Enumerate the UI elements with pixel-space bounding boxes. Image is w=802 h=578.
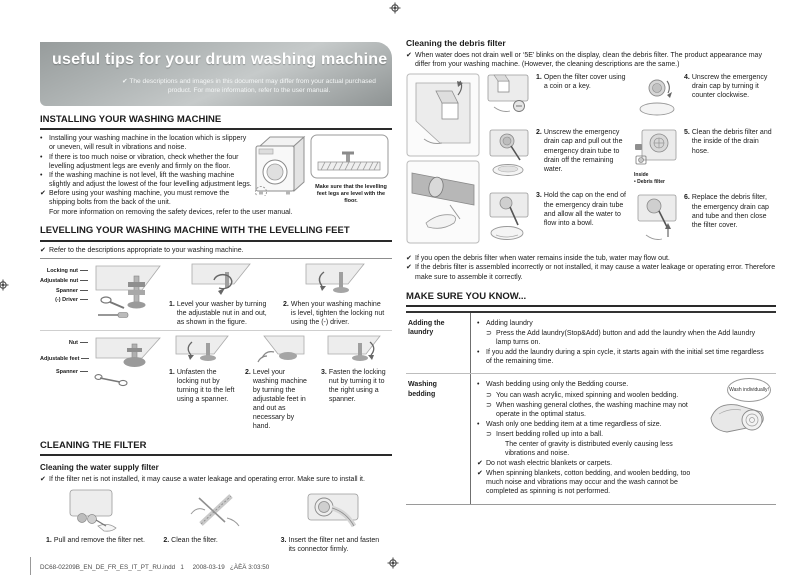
line-text: You can wash acrylic, mixed spinning and woolen bedding. bbox=[496, 391, 679, 399]
bullet-marker: • bbox=[477, 381, 480, 389]
levelling-step bbox=[164, 262, 278, 327]
section-make-sure bbox=[406, 291, 776, 505]
line-text: When spinning blankets, cotton bedding, and woolen bedding, too much noise and vibrations may occur and the wash cannot be completed as spinning is not performed. bbox=[486, 470, 691, 496]
levelling-step bbox=[278, 262, 392, 327]
row-content bbox=[471, 374, 776, 503]
line-text: Insert bedding rolled up into a ball. bbox=[496, 430, 604, 438]
debris-step bbox=[634, 128, 776, 185]
note-text: If the debris filter is assembled incorrectly or not installed, it may cause a water leakage or operating error. Therefore make sure to assemble it correctly. bbox=[415, 264, 776, 281]
row-label: Washing bedding bbox=[406, 374, 471, 503]
step-text: Unscrew the emergency drain cap by turning it counter clockwise. bbox=[691, 74, 768, 100]
line-text: The center of gravity is distributed evenly causing less vibrations and noise. bbox=[505, 440, 673, 458]
line-text: Wash only one bedding item at a time regardless of size. bbox=[486, 420, 662, 428]
water-into-bowl-illustration bbox=[486, 191, 532, 243]
speech-bubble: Wash individually! bbox=[727, 378, 771, 402]
step-number: 5. bbox=[684, 129, 690, 137]
note-text: When water does not drain well or ‘5E’ blinks on the display, clean the debris filter. The product appearance may differ from your washing machine. (However, the cleaning descriptions are the same.) bbox=[415, 52, 762, 69]
check-marker: ✔ bbox=[40, 246, 46, 254]
step-number: 1. bbox=[169, 368, 175, 376]
sub-marker: ⊃ bbox=[486, 391, 492, 399]
right-column bbox=[406, 38, 776, 505]
open-cover-illustration bbox=[406, 73, 480, 245]
section-heading: CLEANING THE FILTER bbox=[40, 440, 392, 456]
fasten-nut-illustration bbox=[326, 334, 382, 366]
check-marker: ✔ bbox=[406, 264, 412, 272]
registration-mark-icon bbox=[389, 2, 401, 14]
print-footer: DC68-02209B_EN_DE_FR_ES_IT_PT_RU.indd 1 2008-03-19 ¿ÀÈÄ 3:03:50 bbox=[40, 563, 270, 571]
registration-mark-icon bbox=[0, 279, 9, 291]
inside-label: Inside bbox=[634, 172, 649, 179]
tighten-nut-illustration bbox=[304, 262, 366, 298]
step-text: Hold the cap on the end of the emergency drain tube and allow all the water to flow into a bowl. bbox=[543, 192, 626, 227]
bullet-marker: • bbox=[40, 171, 43, 179]
row-content bbox=[471, 313, 776, 373]
check-marker: ✔ bbox=[40, 476, 46, 484]
levelling-row-nut bbox=[40, 262, 392, 327]
washer-illustration bbox=[252, 134, 306, 196]
step-number: 4. bbox=[684, 74, 690, 82]
remove-filter-net-illustration bbox=[68, 488, 130, 532]
replace-filter-illustration bbox=[634, 193, 680, 243]
line-text: Do not wash electric blankets or carpets. bbox=[486, 460, 613, 468]
adjustable-feet-illustration bbox=[94, 336, 162, 388]
section-heading: LEVELLING YOUR WASHING MACHINE WITH THE LEVELLING FEET bbox=[40, 225, 392, 241]
clean-debris-filter-illustration bbox=[634, 128, 680, 168]
section-cleaning-filter bbox=[40, 440, 392, 555]
section-installing bbox=[40, 114, 392, 217]
step-number: 3. bbox=[280, 537, 287, 545]
bedding-figure bbox=[705, 380, 773, 436]
bullet-marker: • bbox=[477, 349, 480, 357]
bullet-marker: • bbox=[40, 135, 43, 143]
line-text: When washing general clothes, the washing machine may not operate in the optimal status. bbox=[496, 401, 688, 418]
page-title: useful tips for your drum washing machine bbox=[52, 51, 388, 68]
debris-step bbox=[486, 191, 628, 246]
know-table bbox=[406, 311, 776, 505]
sub-marker: ⊃ bbox=[486, 401, 492, 409]
installing-bullets bbox=[40, 134, 252, 207]
check-marker: ✔ bbox=[406, 255, 412, 263]
filter-step bbox=[157, 488, 274, 554]
feet-diagram bbox=[40, 334, 164, 390]
step-number: 3. bbox=[536, 192, 542, 200]
nut-diagram bbox=[40, 262, 164, 322]
sub-marker: ⊃ bbox=[486, 330, 492, 338]
left-column bbox=[40, 42, 392, 555]
step-text: Level your washing machine by turning the adjustable feet in and out as necessary by hand. bbox=[252, 368, 307, 431]
step-text: Clean the debris filter and the inside of the drain hose. bbox=[691, 129, 772, 155]
more-info-text: For more information on removing the safety devices, refer to the user manual. bbox=[49, 209, 293, 217]
debris-step bbox=[486, 128, 628, 183]
step-text: Fasten the locking nut by turning it to the right using a spanner. bbox=[328, 368, 386, 404]
step-text: Clean the filter. bbox=[171, 537, 218, 545]
diagram-label: Nut bbox=[40, 340, 88, 347]
step-number: 1. bbox=[46, 537, 52, 545]
levelling-row-feet bbox=[40, 334, 392, 432]
levelling-feet-figure bbox=[310, 134, 392, 205]
debris-steps bbox=[406, 73, 776, 248]
bullet-marker: • bbox=[40, 153, 43, 161]
bullet-text: Before using your washing machine, you must remove the shipping bolts from the back of the unit. bbox=[49, 189, 230, 206]
bullet-marker bbox=[40, 208, 49, 217]
bullet-text: Installing your washing machine in the location which is slippery or uneven, will result in vibrations and noise. bbox=[49, 135, 247, 152]
unfasten-nut-illustration bbox=[174, 334, 230, 366]
title-banner bbox=[40, 42, 392, 106]
debris-step bbox=[634, 73, 776, 120]
table-row bbox=[406, 373, 776, 503]
note-text: If the filter net is not installed, it may cause a water leakage and operating error. Make sure to install it. bbox=[49, 476, 365, 484]
debris-step bbox=[486, 73, 628, 120]
drain-tube-illustration bbox=[486, 128, 532, 180]
section-heading: MAKE SURE YOU KNOW... bbox=[406, 291, 776, 307]
step-number: 2. bbox=[245, 368, 251, 376]
step-text: Unfasten the locking nut by turning it to the left using a spanner. bbox=[176, 368, 235, 404]
banner-note: ✔ The descriptions and images in this document may differ from your actual purchased product. For more information, refer to the user manual. bbox=[122, 77, 376, 94]
registration-mark-icon bbox=[387, 557, 399, 569]
step-text: Pull and remove the filter net. bbox=[53, 537, 145, 545]
step-text: Insert the filter net and fasten its connector firmly. bbox=[288, 537, 380, 554]
step-number: 2. bbox=[163, 537, 170, 545]
section-levelling bbox=[40, 225, 392, 431]
sub-marker: ⊃ bbox=[486, 430, 492, 438]
note-text: If you open the debris filter when water remains inside the tub, water may flow out. bbox=[415, 255, 670, 263]
sub-heading: Cleaning the debris filter bbox=[406, 38, 506, 48]
section-heading: INSTALLING YOUR WASHING MACHINE bbox=[40, 114, 392, 130]
row-label: Adding the laundry bbox=[406, 313, 471, 373]
adjust-nut-illustration bbox=[190, 262, 252, 298]
locking-nut-illustration bbox=[94, 264, 162, 320]
diagram-label: Adjustable feet bbox=[40, 356, 88, 363]
note-text: Refer to the descriptions appropriate to your washing machine. bbox=[49, 246, 244, 254]
debris-filter-label: • Debris filter bbox=[634, 179, 665, 186]
line-text: If you add the laundry during a spin cycle, it starts again with the initial set time regardless of the remaining time. bbox=[486, 349, 764, 366]
step-text: When your washing machine is level, tighten the locking nut using the (-) driver. bbox=[290, 300, 385, 326]
levelling-step bbox=[316, 334, 392, 404]
step-text: Unscrew the emergency drain cap and pull out the emergency drain tube to drain off the remaining water. bbox=[543, 129, 623, 173]
step-number: 2. bbox=[536, 129, 542, 137]
diagram-label: Locking nut bbox=[40, 268, 88, 275]
bullet-marker: • bbox=[477, 319, 480, 327]
table-row bbox=[406, 313, 776, 373]
step-number: 6. bbox=[684, 194, 690, 202]
diagram-label: Spanner bbox=[40, 288, 88, 295]
insert-filter-net-illustration bbox=[302, 488, 364, 532]
debris-notes bbox=[406, 254, 776, 281]
plain-marker bbox=[496, 440, 505, 458]
line-text: Press the Add laundry(Stop&Add) button and add the laundry when the Add laundry lamp turns on. bbox=[496, 330, 756, 347]
check-marker: ✔ bbox=[406, 52, 412, 60]
sub-heading: Cleaning the water supply filter bbox=[40, 462, 159, 472]
crop-tick bbox=[30, 557, 31, 575]
filter-steps bbox=[40, 488, 392, 554]
debris-step bbox=[634, 193, 776, 246]
step-text: Level your washer by turning the adjustable nut in and out, as shown in the figure. bbox=[176, 300, 267, 326]
check-marker: ✔ bbox=[477, 470, 483, 478]
diagram-label: Spanner bbox=[40, 369, 88, 376]
diagram-label: (-) Driver bbox=[40, 297, 88, 304]
line-text: Wash bedding using only the Bedding course. bbox=[486, 381, 629, 389]
step-number: 2. bbox=[283, 300, 289, 308]
filter-step bbox=[40, 488, 157, 554]
open-filter-cover-illustration bbox=[486, 73, 532, 117]
section-debris-filter bbox=[406, 38, 776, 282]
bullet-text: If the washing machine is not level, lift the washing machine slightly and adjust the lowest of the four levelling adjustment legs. bbox=[49, 171, 252, 188]
step-text: Replace the debris filter, the emergency drain cap and tube and then close the filter cover. bbox=[691, 194, 769, 229]
clean-filter-illustration bbox=[185, 488, 247, 532]
levelling-step bbox=[240, 334, 316, 432]
bullet-text: If there is too much noise or vibration, check whether the four levelling adjustment legs are evenly and firmly on the floor. bbox=[49, 153, 239, 170]
filter-step bbox=[275, 488, 392, 554]
diagram-label: Adjustable nut bbox=[40, 278, 88, 285]
figure-caption: Make sure that the levelling feet legs are level with the floor. bbox=[315, 184, 387, 205]
check-marker: ✔ bbox=[477, 460, 483, 468]
turn-feet-illustration bbox=[250, 334, 306, 366]
debris-steps-left bbox=[486, 73, 628, 248]
step-text: Open the filter cover using a coin or a key. bbox=[543, 74, 626, 91]
step-number: 3. bbox=[321, 368, 327, 376]
filter-cover-figure bbox=[406, 73, 480, 248]
floor-level-illustration bbox=[310, 134, 390, 180]
debris-steps-right bbox=[634, 73, 776, 248]
unscrew-cap-illustration bbox=[634, 73, 680, 117]
bullet-marker: • bbox=[477, 420, 480, 428]
line-text: Adding laundry bbox=[486, 319, 533, 327]
levelling-step bbox=[164, 334, 240, 404]
check-marker: ✔ bbox=[40, 189, 46, 197]
step-number: 1. bbox=[169, 300, 175, 308]
step-number: 1. bbox=[536, 74, 542, 82]
